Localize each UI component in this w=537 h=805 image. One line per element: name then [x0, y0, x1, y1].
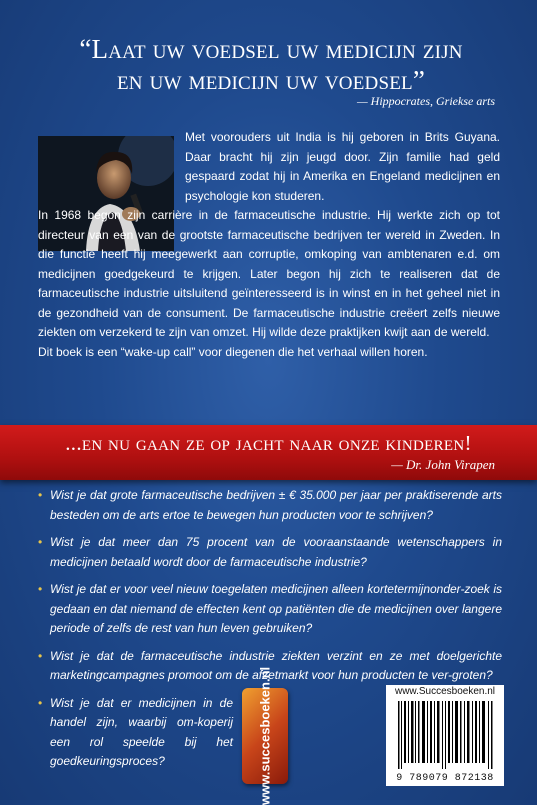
- banner-headline: ...en nu gaan ze op jacht naar onze kinderen!: [65, 431, 472, 455]
- barcode-url: www.Succesboeken.nl: [394, 686, 496, 697]
- quote-line-2: en uw medicijn uw voedsel”: [116, 65, 426, 95]
- list-item: • Wist je dat meer dan 75 procent van de vooraanstaande wetenschappers in medicijnen betaald wordt door de farmaceutische industrie?: [38, 533, 502, 572]
- list-item: • Wist je dat de farmaceutische industrie ziekten verzint en ze met doelgerichte marketingcampagnes promoot om de afzetmarkt voor hun producten te ver-groten?: [38, 647, 502, 686]
- list-item: • Wist je dat er medicijnen in de handel zijn, waarbij om-koperij een rol speelde bij het goedkeuringsproces?: [38, 694, 233, 772]
- quote-line-1: “Laat uw voedsel uw medicijn zijn: [79, 34, 463, 64]
- barcode: [386, 685, 504, 786]
- publisher-badge: [242, 666, 288, 805]
- quote-attribution: — Hippocrates, Griekse arts: [357, 94, 495, 108]
- bio-paragraph-3: Dit boek is een “wake-up call” voor diegenen die het verhaal willen horen.: [38, 344, 428, 359]
- hippocrates-quote: [36, 34, 506, 96]
- bio-paragraph-2-text: In 1968 begon zijn carrière in de farmaceutische industrie. Hij werkte zich op tot directeur van een van de grootste farmaceutische bedrijven ter wereld in Zweden. In die functie heeft hij meegewerkt aan corruptie, omkoping van ambtenaren e.d. om medicijnen goedgekeurd te krijgen. Later begon hij zich te realiseren dat de farmaceutische industrie uitsluitend geïnteresseerd is in winst en in het geheel niet in de gezondheid van de consument. De farmaceutische industrie creëert zelfs nieuwe ziekten om verzekerd te zijn van omzet. Hij wilde deze praktijken kwijt aan de wereld.: [38, 208, 500, 339]
- author-bio: [38, 128, 500, 362]
- list-item: • Wist je dat er voor veel nieuw toegelaten medicijnen alleen kortetermijnonder-zoek is gedaan en dat niemand de effecten kent op patiënten die de medicijnen over langere periode of zelfs de rest van hun leven gebruiken?: [38, 580, 502, 639]
- bio-paragraph-2: [38, 206, 500, 343]
- list-item: • Wist je dat grote farmaceutische bedrijven ± € 35.000 per jaar per praktiserende arts besteden om de arts ertoe te bewegen hun producten voor te schrijven?: [38, 486, 502, 525]
- red-banner: [0, 425, 537, 480]
- bio-paragraph-1: Met voorouders uit India is hij geboren in Brits Guyana. Daar bracht hij zijn jeugd door. Zijn familie had geld gespaard zodat hij in Amerika en Engeland medicijnen en psychologie kon studeren.: [185, 130, 500, 203]
- publisher-badge-text: www.succesboeken.nl: [257, 666, 273, 805]
- barcode-bars: [396, 701, 494, 769]
- banner-attribution: — Dr. John Virapen: [391, 457, 495, 472]
- isbn-number: 9 789079 872138: [396, 773, 494, 784]
